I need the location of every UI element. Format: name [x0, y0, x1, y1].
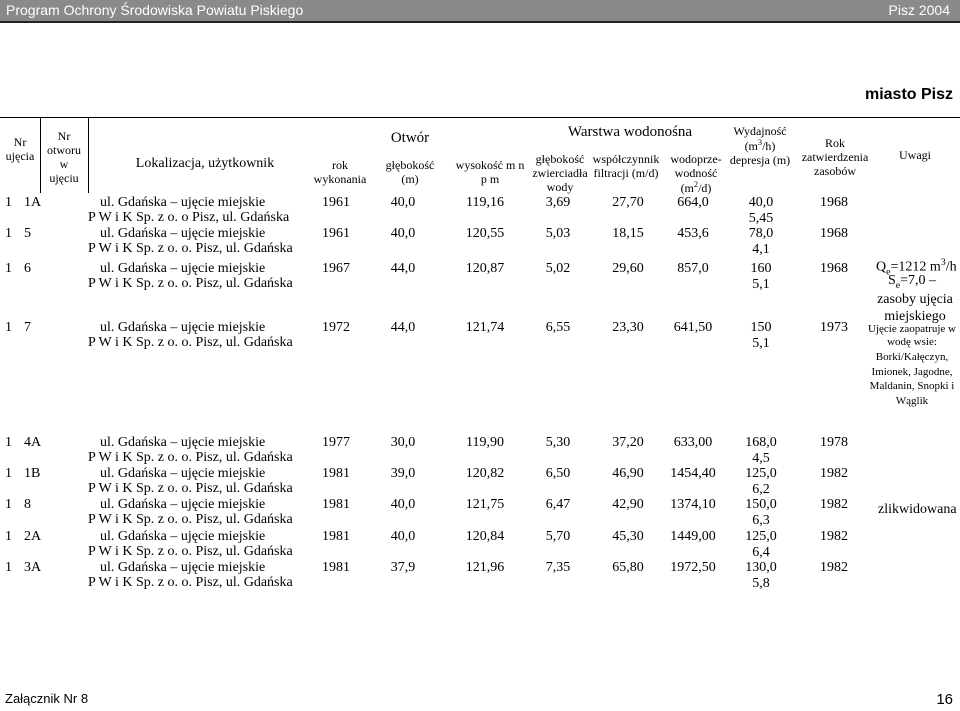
cell-lokalizacja-line1: ul. Gdańska – ujęcie miejskie [100, 435, 266, 450]
col-nr-ujecia: Nr ujęcia [5, 135, 35, 164]
cell-depresja: 5,8 [752, 576, 770, 591]
city-title: miasto Pisz [864, 86, 953, 103]
cell-wodoprzewodnosc: 1374,10 [670, 497, 716, 512]
cell-otwor: 4A [24, 435, 42, 450]
note-q-prefix: Q [876, 259, 887, 275]
cell-glebokosc-zwierciadla: 7,35 [545, 560, 571, 575]
cell-glebokosc: 39,0 [390, 466, 416, 481]
cell-glebokosc-zwierciadla: 6,55 [545, 320, 571, 335]
cell-lokalizacja-line1: ul. Gdańska – ujęcie miejskie [100, 529, 266, 544]
cell-wodoprzewodnosc: 453,6 [677, 226, 709, 241]
cell-wspolczynnik: 27,70 [612, 195, 644, 210]
cell-nr: 1 [5, 497, 12, 512]
cell-wysokosc: 121,75 [465, 497, 505, 512]
cell-rok-zatwierdzenia: 1982 [820, 529, 848, 544]
cell-lokalizacja-line1: ul. Gdańska – ujęcie miejskie [100, 466, 266, 481]
cell-wysokosc: 120,84 [465, 529, 505, 544]
cell-glebokosc-zwierciadla: 6,47 [545, 497, 571, 512]
col-warstwa: Warstwa wodonośna [567, 124, 693, 140]
cell-otwor: 8 [24, 497, 31, 512]
col-uwagi: Uwagi [899, 148, 931, 162]
cell-lokalizacja-line2: P W i K Sp. z o. o. Pisz, ul. Gdańska [88, 241, 293, 256]
footer-attachment: Załącznik Nr 8 [5, 691, 89, 706]
cell-otwor: 2A [24, 529, 42, 544]
note-q-unit: /h [945, 259, 957, 275]
wydajnosc-label: Wydajność (m [733, 124, 787, 154]
cell-depresja: 6,4 [752, 545, 770, 560]
cell-wodoprzewodnosc: 641,50 [673, 320, 713, 335]
cell-wydajnosc: 160 [750, 261, 772, 276]
page-number: 16 [936, 691, 953, 708]
cell-wspolczynnik: 42,90 [612, 497, 644, 512]
cell-lokalizacja-line1: ul. Gdańska – ujęcie miejskie [100, 195, 266, 210]
note-zasoby: zasoby ujęcia miejskiego [877, 292, 953, 324]
cell-rok-zatwierdzenia: 1982 [820, 466, 848, 481]
cell-lokalizacja-line2: P W i K Sp. z o. o. Pisz, ul. Gdańska [88, 335, 293, 350]
cell-rok: 1972 [322, 320, 350, 335]
cell-glebokosc: 44,0 [390, 320, 416, 335]
cell-nr: 1 [5, 261, 12, 276]
header-title: Program Ochrony Środowiska Powiatu Piskiego [6, 2, 304, 18]
cell-wspolczynnik: 65,80 [612, 560, 644, 575]
cell-rok: 1961 [322, 195, 350, 210]
cell-glebokosc: 30,0 [390, 435, 416, 450]
cell-otwor: 6 [24, 261, 31, 276]
cell-lokalizacja-line1: ul. Gdańska – ujęcie miejskie [100, 261, 266, 276]
note-wsie: Borki/Kałęczyn, Imionek, Jagodne, Maldanin, Snopki i Wąglik [869, 351, 955, 407]
cell-lokalizacja-line2: P W i K Sp. z o. o. Pisz, ul. Gdańska [88, 481, 293, 496]
cell-lokalizacja-line2: P W i K Sp. z o. o. Pisz, ul. Gdańska [88, 575, 293, 590]
cell-wspolczynnik: 23,30 [612, 320, 644, 335]
cell-wydajnosc: 78,0 [748, 226, 774, 241]
cell-wodoprzewodnosc: 1449,00 [670, 529, 716, 544]
col-lokalizacja: Lokalizacja, użytkownik [135, 156, 275, 171]
cell-rok-zatwierdzenia: 1982 [820, 497, 848, 512]
cell-wysokosc: 120,87 [465, 261, 505, 276]
cell-glebokosc-zwierciadla: 5,30 [545, 435, 571, 450]
cell-lokalizacja-line1: ul. Gdańska – ujęcie miejskie [100, 560, 266, 575]
cell-rok-zatwierdzenia: 1968 [820, 195, 848, 210]
cell-glebokosc-zwierciadla: 5,02 [545, 261, 571, 276]
cell-wysokosc: 120,82 [465, 466, 505, 481]
cell-wodoprzewodnosc: 1972,50 [670, 560, 716, 575]
col-nr-otworu: Nr otworu w ujęciu [47, 129, 81, 186]
cell-otwor: 1B [24, 466, 41, 481]
cell-wysokosc: 121,74 [465, 320, 505, 335]
cell-glebokosc-zwierciadla: 3,69 [545, 195, 571, 210]
col-wydajnosc: Wydajność $(m^3/h)$ depresja (m) [729, 124, 791, 168]
cell-nr: 1 [5, 435, 12, 450]
header-year: Pisz 2004 [888, 2, 950, 18]
col-rok-zatwierdzenia: Rok zatwierdzenia zasobów [801, 136, 869, 179]
cell-rok-zatwierdzenia: 1973 [820, 320, 848, 335]
cell-rok: 1967 [322, 261, 350, 276]
table-top-border [0, 117, 960, 118]
cell-nr: 1 [5, 320, 12, 335]
cell-lokalizacja-line2: P W i K Sp. z o. o. Pisz, ul. Gdańska [88, 544, 293, 559]
note-s-value: =7,0 – [900, 273, 937, 288]
cell-glebokosc-zwierciadla: 5,03 [545, 226, 571, 241]
cell-depresja: 4,5 [752, 451, 770, 466]
cell-rok-zatwierdzenia: 1968 [820, 261, 848, 276]
cell-wydajnosc: 130,0 [745, 560, 777, 575]
cell-rok: 1981 [322, 560, 350, 575]
cell-lokalizacja-line1: ul. Gdańska – ujęcie miejskie [100, 226, 266, 241]
col-wysokosc: wysokość m n p m [455, 158, 525, 187]
cell-otwor: 3A [24, 560, 42, 575]
cell-wspolczynnik: 18,15 [612, 226, 644, 241]
cell-wydajnosc: 125,0 [745, 529, 777, 544]
cell-rok: 1981 [322, 466, 350, 481]
cell-otwor: 1A [24, 195, 42, 210]
cell-wydajnosc: 150 [750, 320, 772, 335]
cell-lokalizacja-line2: P W i K Sp. z o. o. Pisz, ul. Gdańska [88, 450, 293, 465]
note-ujecie-zaopatruje: Ujęcie zaopatruje w wodę wsie: [868, 323, 956, 349]
cell-rok: 1961 [322, 226, 350, 241]
cell-wodoprzewodnosc: 857,0 [677, 261, 709, 276]
cell-otwor: 7 [24, 320, 31, 335]
note-zlikwidowana: zlikwidowana [878, 502, 957, 517]
cell-wysokosc: 121,96 [465, 560, 505, 575]
cell-rok: 1977 [322, 435, 350, 450]
cell-wodoprzewodnosc: 1454,40 [670, 466, 716, 481]
col-glebokosc: głębokość (m) [385, 158, 435, 187]
wodoprzewodnosc-label: wodoprze- wodność (m [670, 152, 722, 196]
cell-depresja: 4,1 [752, 242, 770, 257]
cell-nr: 1 [5, 466, 12, 481]
col-otwor: Otwór [390, 130, 430, 146]
cell-rok: 1981 [322, 497, 350, 512]
note-q-sub: e [886, 266, 891, 278]
cell-lokalizacja-line2: P W i K Sp. z o. o. Pisz, ul. Gdańska [88, 512, 293, 527]
cell-glebokosc: 40,0 [390, 529, 416, 544]
cell-rok-zatwierdzenia: 1982 [820, 560, 848, 575]
cell-otwor: 5 [24, 226, 31, 241]
cell-rok-zatwierdzenia: 1968 [820, 226, 848, 241]
cell-nr: 1 [5, 560, 12, 575]
cell-glebokosc: 44,0 [390, 261, 416, 276]
cell-lokalizacja-line1: ul. Gdańska – ujęcie miejskie [100, 320, 266, 335]
column-divider [88, 118, 89, 193]
cell-lokalizacja-line1: ul. Gdańska – ujęcie miejskie [100, 497, 266, 512]
cell-wodoprzewodnosc: 664,0 [677, 195, 709, 210]
cell-wydajnosc: 150,0 [745, 497, 777, 512]
cell-wysokosc: 119,16 [466, 195, 504, 210]
cell-wspolczynnik: 37,20 [612, 435, 644, 450]
note-s-sub: e [895, 279, 901, 291]
cell-wydajnosc: 40,0 [748, 195, 774, 210]
cell-glebokosc-zwierciadla: 6,50 [545, 466, 571, 481]
cell-depresja: 5,45 [748, 211, 774, 226]
cell-glebokosc: 37,9 [390, 560, 416, 575]
col-wodoprzewodnosc: wodoprze- wodność $(m^2/d)$ [670, 152, 722, 196]
cell-wydajnosc: 125,0 [745, 466, 777, 481]
cell-depresja: 6,3 [752, 513, 770, 528]
cell-nr: 1 [5, 226, 12, 241]
wodoprzewodnosc-unit: /d) [698, 181, 712, 196]
cell-wspolczynnik: 29,60 [612, 261, 644, 276]
cell-depresja: 6,2 [752, 482, 770, 497]
column-divider [40, 118, 41, 193]
note-s-prefix: S [888, 273, 896, 288]
cell-rok-zatwierdzenia: 1978 [820, 435, 848, 450]
cell-wspolczynnik: 46,90 [612, 466, 644, 481]
cell-glebokosc: 40,0 [390, 497, 416, 512]
cell-wysokosc: 120,55 [465, 226, 505, 241]
cell-depresja: 5,1 [752, 277, 770, 292]
cell-wydajnosc: 168,0 [745, 435, 777, 450]
note-s [888, 274, 936, 291]
cell-lokalizacja-line2: P W i K Sp. z o. o. Pisz, ul. Gdańska [88, 276, 293, 291]
cell-nr: 1 [5, 195, 12, 210]
cell-rok: 1981 [322, 529, 350, 544]
col-rok-wykonania: rok wykonania [313, 158, 367, 187]
cell-lokalizacja-line2: P W i K Sp. z o. o Pisz, ul. Gdańska [88, 210, 290, 225]
cell-glebokosc-zwierciadla: 5,70 [545, 529, 571, 544]
wydajnosc-unit: /h) depresja (m) [729, 139, 791, 168]
col-glebokosc-zwierciadla: głębokość zwierciadła wody [532, 152, 588, 195]
cell-depresja: 5,1 [752, 336, 770, 351]
note-q-sup: 3 [940, 257, 946, 268]
cell-wodoprzewodnosc: 633,00 [673, 435, 713, 450]
cell-wysokosc: 119,90 [466, 435, 504, 450]
cell-glebokosc: 40,0 [390, 226, 416, 241]
cell-wspolczynnik: 45,30 [612, 529, 644, 544]
col-wspolczynnik: współczynnik filtracji (m/d) [592, 152, 660, 181]
cell-nr: 1 [5, 529, 12, 544]
cell-glebokosc: 40,0 [390, 195, 416, 210]
page-header [0, 0, 960, 23]
note-q-value: =1212 m [890, 259, 941, 275]
